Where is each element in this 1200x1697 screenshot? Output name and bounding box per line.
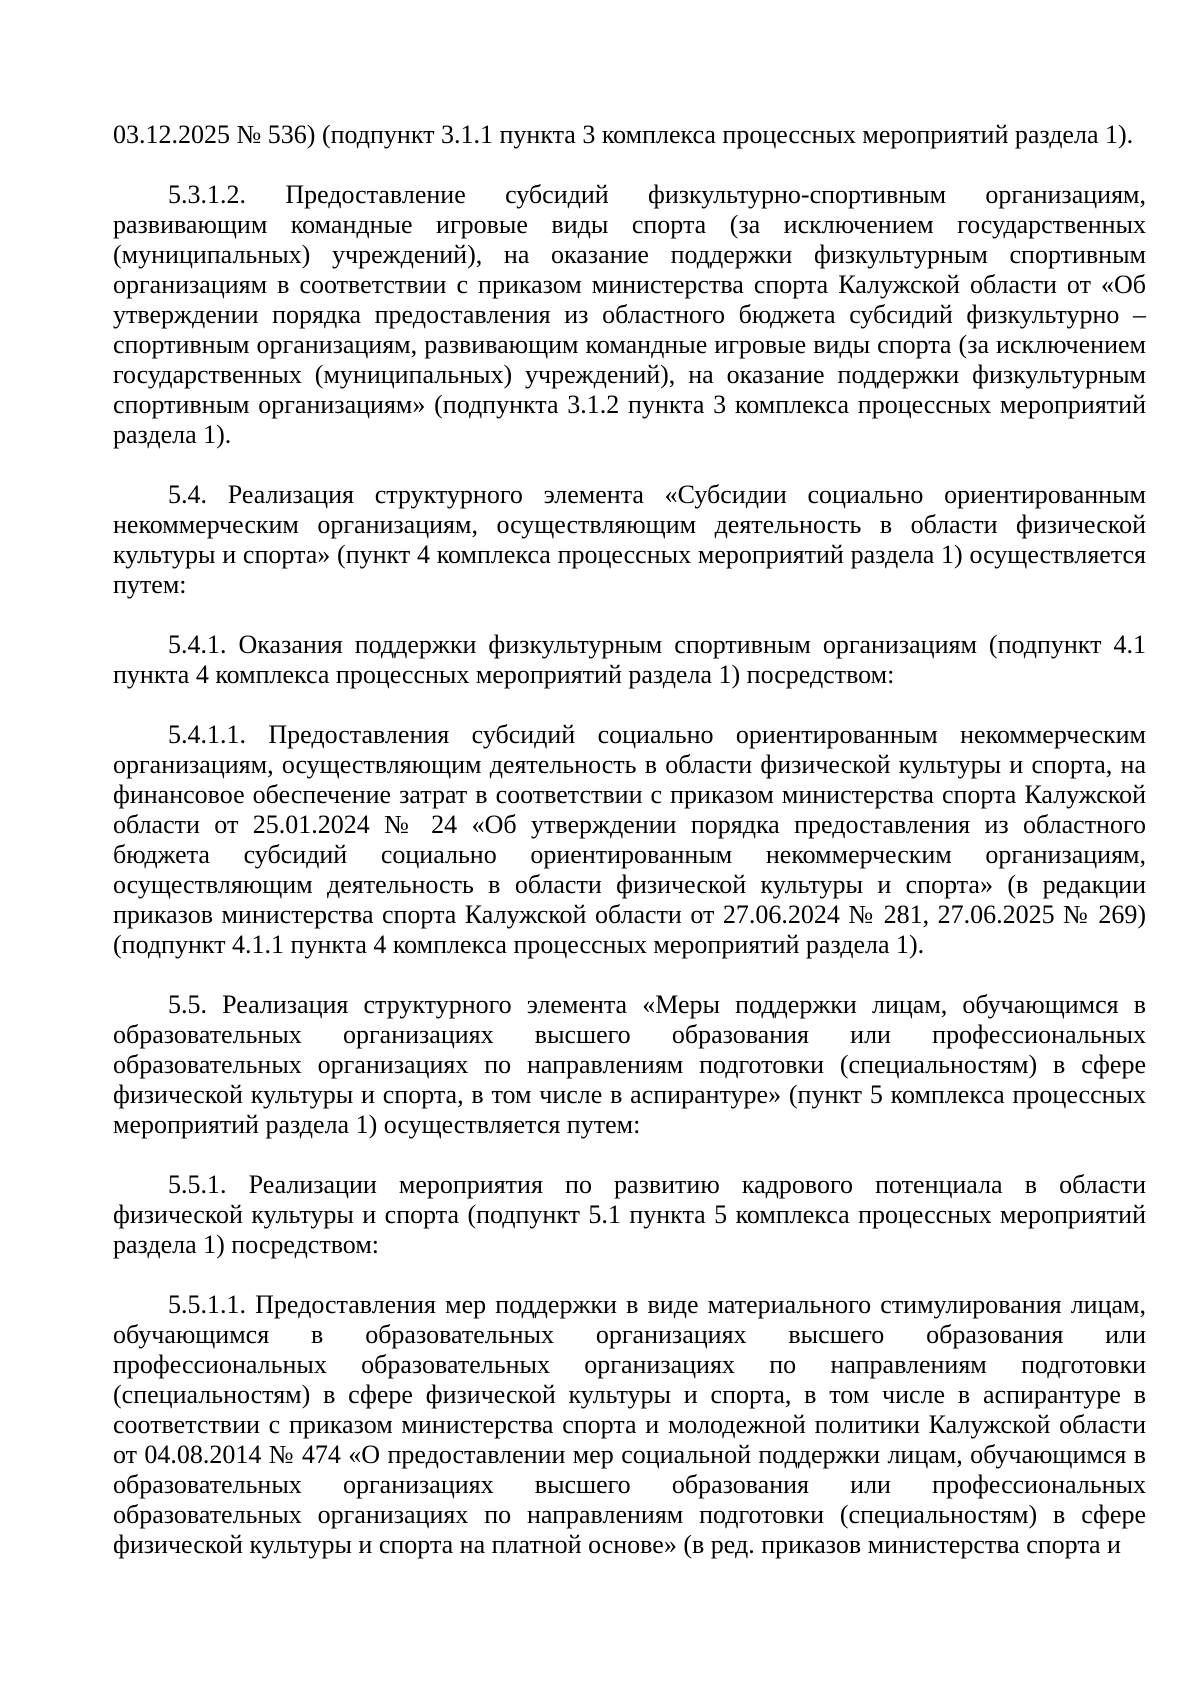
paragraph-continuation: 03.12.2025 № 536) (подпункт 3.1.1 пункта 3 комплекса процессных мероприятий раздела 1). <box>113 120 1134 149</box>
document-page <box>113 120 1146 1560</box>
paragraph-5-5-1-1: 5.5.1.1. Предоставления мер поддержки в виде материального стимулирования лицам, обучающимся в образовательных организациях высшего образования или профессиональных образовательных организациях по направлениям подготовки (специальностям) в сфере физической культуры и спорта, в том числе в аспирантуре в соответствии с приказом министерства спорта и молодежной политики Калужской области от 04.08.2014 № 474 «О предоставлении мер социальной поддержки лицам, обучающимся в образовательных организациях высшего образования или профессиональных образовательных организациях по направлениям подготовки (специальностям) в сфере физической культуры и спорта на платной основе» (в ред. приказов министерства спорта и <box>113 1290 1146 1559</box>
paragraph-5-4-1-1: 5.4.1.1. Предоставления субсидий социально ориентированным некоммерческим организациям, осуществляющим деятельность в области физической культуры и спорта, на финансовое обеспечение затрат в соответствии с приказом министерства спорта Калужской области от 25.01.2024 № 24 «Об утверждении порядка предоставления из областного бюджета субсидий социально ориентированным некоммерческим организациям, осуществляющим деятельность в области физической культуры и спорта» (в редакции приказов министерства спорта Калужской области от 27.06.2024 № 281, 27.06.2025 № 269) (подпункт 4.1.1 пункта 4 комплекса процессных мероприятий раздела 1). <box>113 720 1146 959</box>
paragraph-5-3-1-2: 5.3.1.2. Предоставление субсидий физкультурно-спортивным организациям, развивающим командные игровые виды спорта (за исключением государственных (муниципальных) учреждений), на оказание поддержки физкультурным спортивным организациям в соответствии с приказом министерства спорта Калужской области от «Об утверждении порядка предоставления из областного бюджета субсидий физкультурно – спортивным организациям, развивающим командные игровые виды спорта (за исключением государственных (муниципальных) учреждений), на оказание поддержки физкультурным спортивным организациям» (подпункта 3.1.2 пункта 3 комплекса процессных мероприятий раздела 1). <box>113 180 1146 449</box>
paragraph-5-4: 5.4. Реализация структурного элемента «Субсидии социально ориентированным некоммерческим организациям, осуществляющим деятельность в области физической культуры и спорта» (пункт 4 комплекса процессных мероприятий раздела 1) осуществляется путем: <box>113 480 1146 599</box>
paragraph-5-5: 5.5. Реализация структурного элемента «Меры поддержки лицам, обучающимся в образовательных организациях высшего образования или профессиональных образовательных организациях по направлениям подготовки (специальностям) в сфере физической культуры и спорта, в том числе в аспирантуре» (пункт 5 комплекса процессных мероприятий раздела 1) осуществляется путем: <box>113 990 1146 1139</box>
paragraph-5-5-1: 5.5.1. Реализации мероприятия по развитию кадрового потенциала в области физической культуры и спорта (подпункт 5.1 пункта 5 комплекса процессных мероприятий раздела 1) посредством: <box>113 1170 1146 1259</box>
paragraph-5-4-1: 5.4.1. Оказания поддержки физкультурным спортивным организациям (подпункт 4.1 пункта 4 комплекса процессных мероприятий раздела 1) посредством: <box>113 630 1146 689</box>
